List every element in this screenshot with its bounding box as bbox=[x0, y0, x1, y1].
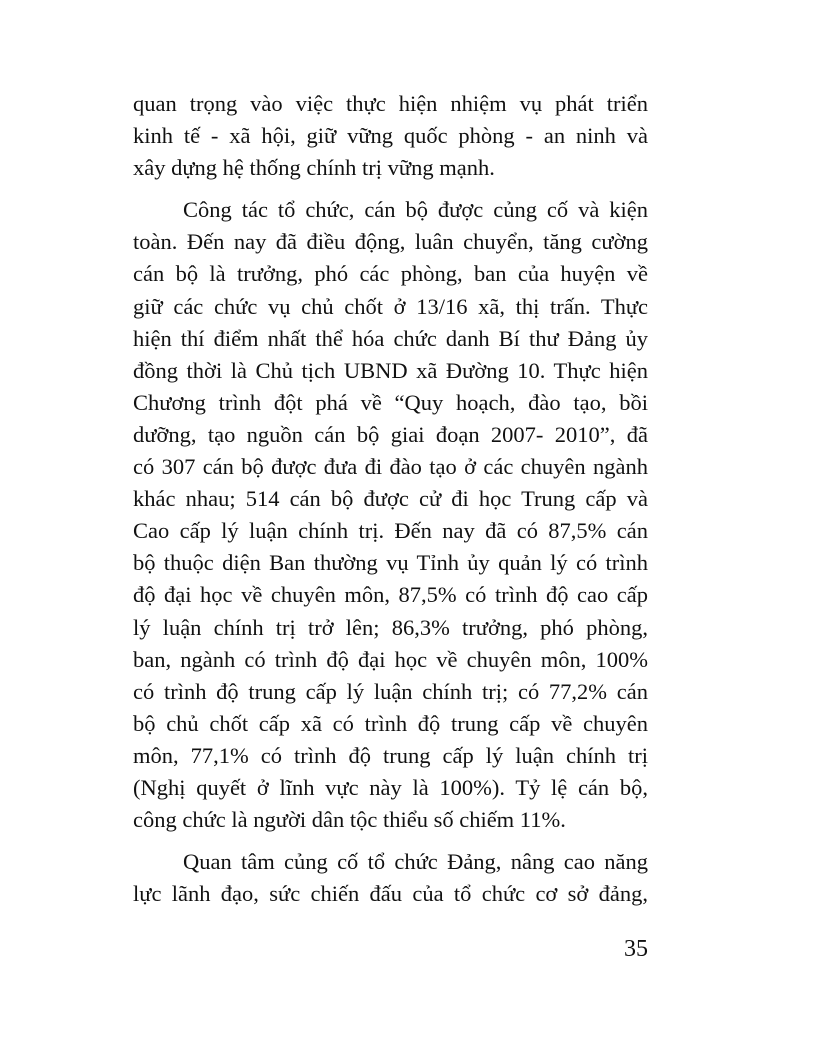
paragraph bbox=[133, 194, 648, 836]
text-line: có 307 cán bộ được đưa đi đào tạo ở các chuyên ngành bbox=[133, 454, 648, 480]
text-line: Chương trình đột phá về “Quy hoạch, đào tạo, bồi bbox=[133, 389, 648, 415]
text-line: độ đại học về chuyên môn, 87,5% có trình độ cao cấp bbox=[133, 582, 648, 608]
text-line: công chức là người dân tộc thiểu số chiếm 11%. bbox=[133, 807, 566, 833]
text-line: lực lãnh đạo, sức chiến đấu của tổ chức cơ sở đảng, bbox=[133, 881, 648, 907]
text-line: môn, 77,1% có trình độ trung cấp lý luận chính trị bbox=[133, 742, 648, 768]
text-line: Công tác tổ chức, cán bộ được củng cố và kiện bbox=[183, 197, 648, 223]
paragraph bbox=[133, 88, 648, 184]
text-line: kinh tế - xã hội, giữ vững quốc phòng - an ninh và bbox=[133, 123, 648, 149]
text-line: toàn. Đến nay đã điều động, luân chuyển, tăng cường bbox=[133, 229, 648, 255]
text-line: quan trọng vào việc thực hiện nhiệm vụ phát triển bbox=[133, 91, 648, 116]
text-line: xây dựng hệ thống chính trị vững mạnh. bbox=[133, 155, 495, 181]
text-line: cán bộ là trưởng, phó các phòng, ban của huyện về bbox=[133, 261, 648, 287]
text-line: lý luận chính trị trở lên; 86,3% trưởng, phó phòng, bbox=[133, 614, 648, 640]
page-number: 35 bbox=[624, 936, 648, 962]
text-line: Quan tâm củng cố tổ chức Đảng, nâng cao năng bbox=[183, 849, 648, 875]
text-line: bộ thuộc diện Ban thường vụ Tỉnh ủy quản lý có trình bbox=[133, 550, 648, 576]
page-body bbox=[133, 88, 648, 910]
text-line: hiện thí điểm nhất thể hóa chức danh Bí thư Đảng ủy bbox=[133, 325, 648, 351]
paragraph bbox=[133, 846, 648, 910]
text-line: (Nghị quyết ở lĩnh vực này là 100%). Tỷ lệ cán bộ, bbox=[133, 774, 648, 800]
text-line: dưỡng, tạo nguồn cán bộ giai đoạn 2007- 2010”, đã bbox=[133, 421, 648, 447]
text-line: giữ các chức vụ chủ chốt ở 13/16 xã, thị trấn. Thực bbox=[133, 293, 648, 319]
text-line: Cao cấp lý luận chính trị. Đến nay đã có 87,5% cán bbox=[133, 518, 648, 544]
text-line: đồng thời là Chủ tịch UBND xã Đường 10. Thực hiện bbox=[133, 357, 648, 383]
text-line: ban, ngành có trình độ đại học về chuyên môn, 100% bbox=[133, 646, 648, 672]
text-line: bộ chủ chốt cấp xã có trình độ trung cấp về chuyên bbox=[133, 710, 648, 736]
text-line: có trình độ trung cấp lý luận chính trị; có 77,2% cán bbox=[133, 678, 648, 704]
text-line: khác nhau; 514 cán bộ được cử đi học Trung cấp và bbox=[133, 486, 648, 512]
